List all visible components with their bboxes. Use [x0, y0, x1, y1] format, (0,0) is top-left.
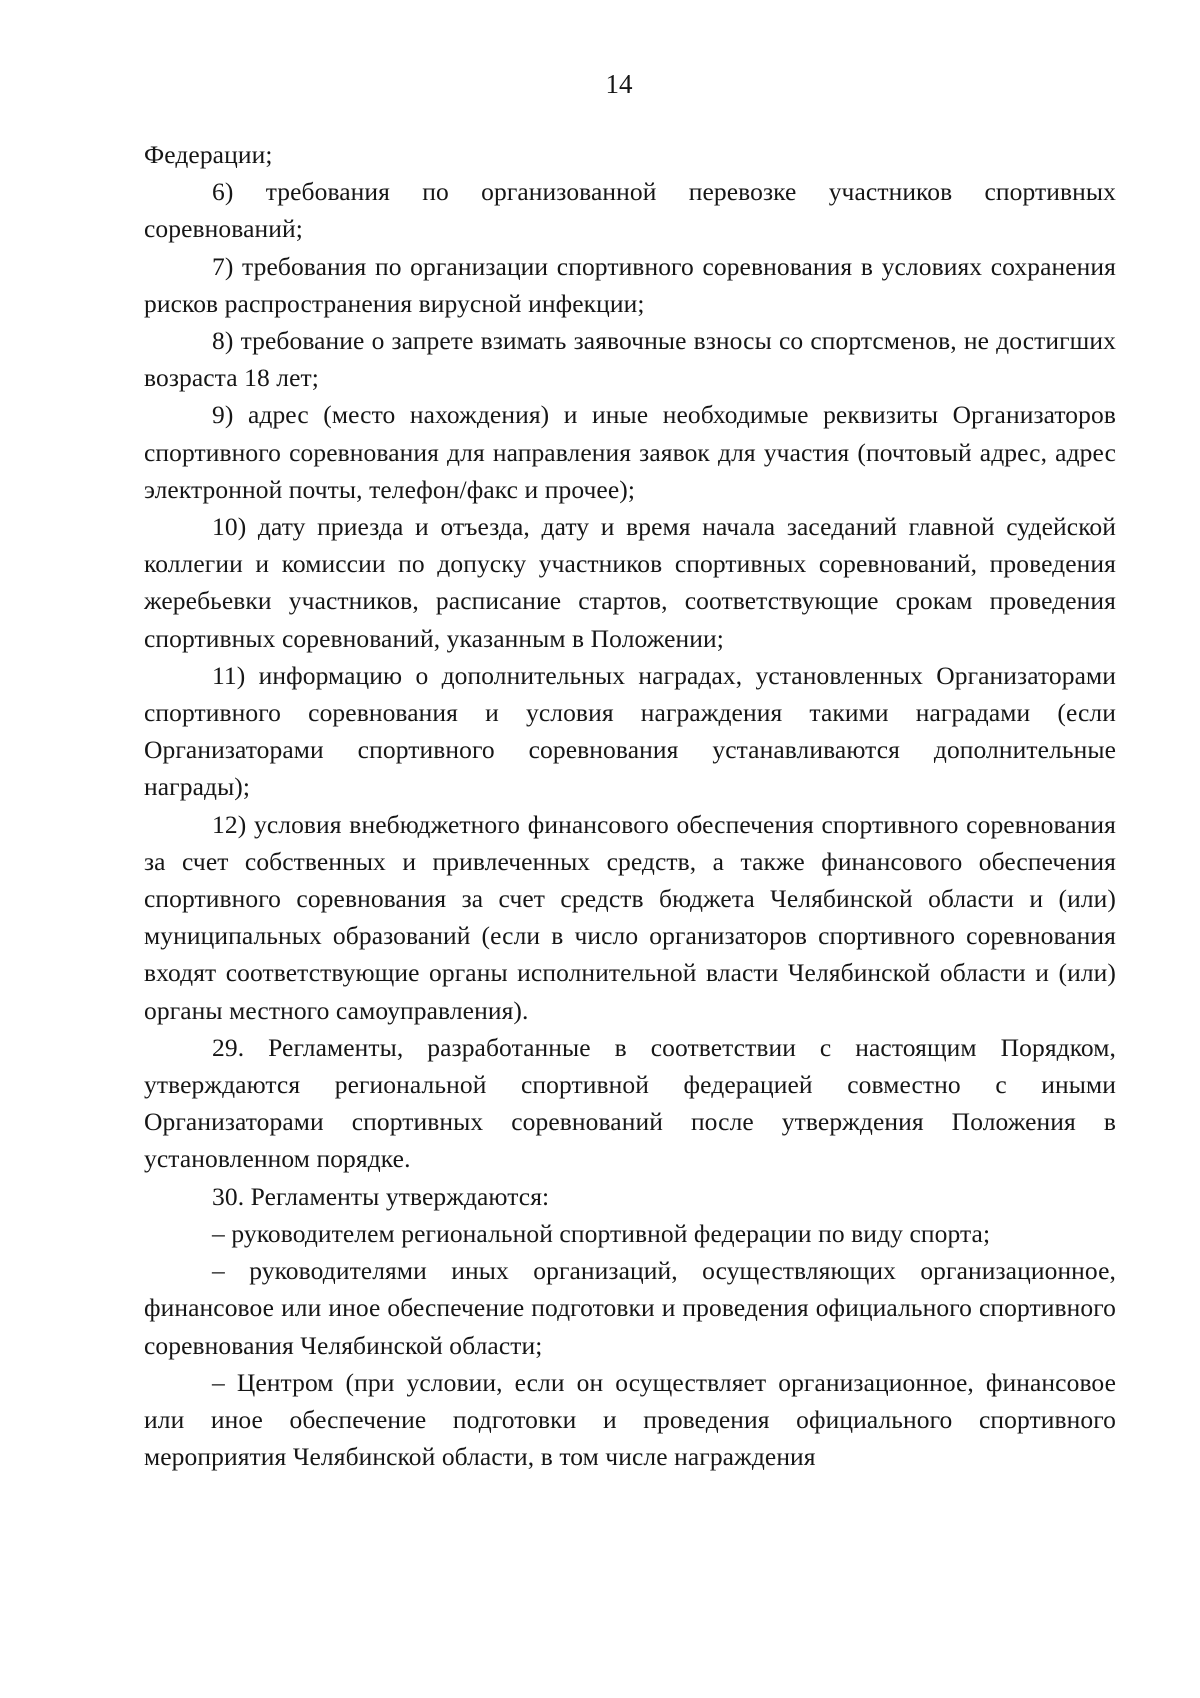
list-item-6: 6) требования по организованной перевозке участников спортивных соревнований;: [144, 177, 1116, 244]
list-item-9: 9) адрес (место нахождения) и иные необходимые реквизиты Организаторов спортивного соревнования для направления заявок для участия (почтовый адрес, адрес электронной почты, телефон/факс и прочее);: [144, 400, 1116, 504]
list-item-7: 7) требования по организации спортивного соревнования в условиях сохранения рисков распространения вирусной инфекции;: [144, 251, 1116, 318]
list-item-10: 10) дату приезда и отъезда, дату и время начала заседаний главной судейской коллегии и комиссии по допуску участников спортивных соревнований, проведения жеребьевки участников, расписание стартов, соответствующие срокам проведения спортивных соревнований, указанным в Положении;: [144, 512, 1116, 653]
paragraph-continuation: Федерации;: [144, 140, 273, 169]
bullet-item-1: – руководителем региональной спортивной федерации по виду спорта;: [212, 1218, 991, 1248]
page-number: 14: [605, 69, 633, 99]
clause-29: 29. Регламенты, разработанные в соответствии с настоящим Порядком, утверждаются региональной спортивной федерацией совместно с иными Организаторами спортивных соревнований после утверждения Положения в установленном порядке.: [144, 1032, 1116, 1174]
clause-30: 30. Регламенты утверждаются:: [212, 1181, 550, 1211]
bullet-item-3: – Центром (при условии, если он осуществляет организационное, финансовое или иное обеспечение подготовки и проведения официального спортивного мероприятия Челябинской области, в том числе награждения: [144, 1367, 1116, 1472]
list-item-11: 11) информацию о дополнительных наградах, установленных Организаторами спортивного соревнования и условия награждения такими наградами (если Организаторами спортивного соревнования устанавливаются дополнительные награды);: [144, 660, 1116, 802]
list-item-12: 12) условия внебюджетного финансового обеспечения спортивного соревнования за счет собственных и привлеченных средств, а также финансового обеспечения спортивного соревнования за счет средств бюджета Челябинской области и (или) муниципальных образований (если в число организаторов спортивного соревнования входят соответствующие органы исполнительной власти Челябинской области и (или) органы местного самоуправления).: [144, 809, 1116, 1025]
bullet-item-2: – руководителями иных организаций, осуществляющих организационное, финансовое или иное обеспечение подготовки и проведения официального спортивного соревнования Челябинской области;: [144, 1256, 1116, 1360]
document-body: [144, 136, 1116, 1475]
list-item-8: 8) требование о запрете взимать заявочные взносы со спортсменов, не достигших возраста 18 лет;: [144, 326, 1116, 393]
